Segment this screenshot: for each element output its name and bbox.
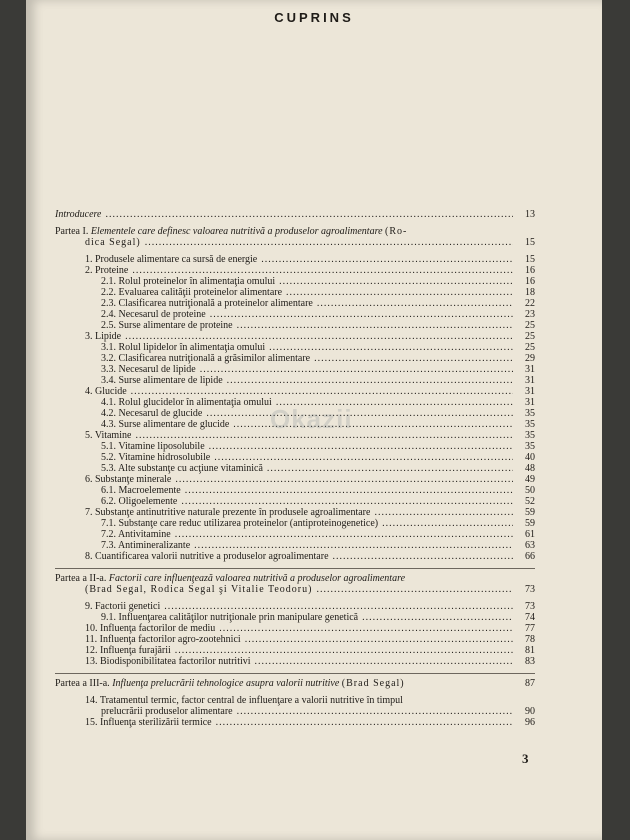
part1-title: Elementele care definesc valoarea nutritivă a produselor agroalimentare xyxy=(90,226,383,237)
toc-item xyxy=(55,634,535,645)
toc-item-label: 8. Cuantificarea valorii nutritive a produselor agroalimentare xyxy=(85,551,329,562)
toc-item xyxy=(55,342,535,353)
toc-item-page: 35 xyxy=(525,419,535,430)
toc-item-page: 31 xyxy=(525,397,535,408)
toc-item-page: 25 xyxy=(525,331,535,342)
toc-item-page: 63 xyxy=(525,540,535,551)
intro-label: Introducere xyxy=(55,209,102,220)
toc-item-page: 77 xyxy=(525,623,535,634)
toc-item-label: 7.1. Substanţe care reduc utilizarea proteinelor (antiproteinogenetice) xyxy=(101,518,379,529)
toc-item-page: 18 xyxy=(525,287,535,298)
toc-item-page: 15 xyxy=(525,254,535,265)
toc-item-label: 2.5. Surse alimentare de proteine xyxy=(101,320,233,331)
part1-page: 15 xyxy=(525,237,535,248)
toc-item-page: 81 xyxy=(525,645,535,656)
toc-item-page: 35 xyxy=(525,408,535,419)
toc-item xyxy=(55,485,535,496)
toc-item xyxy=(55,353,535,364)
part3-page: 87 xyxy=(525,678,535,689)
toc-item-page: 59 xyxy=(525,518,535,529)
toc-item-page: 74 xyxy=(525,612,535,623)
toc-item-page: 22 xyxy=(525,298,535,309)
toc-item-label: 13. Biodisponibilitatea factorilor nutritivi xyxy=(85,656,251,667)
part1-author: dica Segal) xyxy=(85,237,141,248)
toc-item-label: 7. Substanţe antinutritive naturale prezente în produsele agroalimentare xyxy=(85,507,371,518)
watermark: Okazii xyxy=(270,404,353,434)
toc-item-page: 52 xyxy=(525,496,535,507)
toc-item xyxy=(55,518,535,529)
toc-item-label: 9. Factorii genetici xyxy=(85,601,161,612)
toc-item-label: 6. Substanţe minerale xyxy=(85,474,172,485)
toc-item-label: 2.2. Evaluarea calităţii proteinelor alimentare xyxy=(101,287,283,298)
toc-item xyxy=(55,265,535,276)
toc-item xyxy=(55,529,535,540)
toc-item-page: 48 xyxy=(525,463,535,474)
toc-item-label: 7.3. Antimineralizante xyxy=(101,540,191,551)
toc-item-page: 78 xyxy=(525,634,535,645)
toc-item-label: 6.1. Macroelemente xyxy=(101,485,181,496)
part2-title: Factorii care influenţează valoarea nutritivă a produselor agroalimentare xyxy=(108,573,406,584)
toc-item-label: 3.1. Rolul lipidelor în alimentaţia omului xyxy=(101,342,266,353)
toc-item xyxy=(55,612,535,623)
part3-heading: Partea a III-a. Influenţa prelucrării tehnologice asupra valorii nutritive (Brad Segal) 87 xyxy=(55,678,535,689)
toc-item xyxy=(55,623,535,634)
toc-item-page: 50 xyxy=(525,485,535,496)
toc-item xyxy=(55,452,535,463)
toc-item-label: 2.1. Rolul proteinelor în alimentaţia omului xyxy=(101,276,276,287)
toc-item-label: 4.3. Surse alimentare de glucide xyxy=(101,419,230,430)
toc-item xyxy=(55,298,535,309)
toc-item-label: 6.2. Oligoelemente xyxy=(101,496,178,507)
part2-items xyxy=(55,601,535,667)
divider xyxy=(55,568,535,569)
toc-item-page: 25 xyxy=(525,320,535,331)
toc-item xyxy=(55,645,535,656)
part1-heading: Partea I. Elementele care definesc valoarea nutritivă a produselor agroalimentare (Ro- dica Segal) ..... 15 xyxy=(55,226,535,248)
toc-item-label: 3.3. Necesarul de lipide xyxy=(101,364,196,375)
toc-item xyxy=(55,364,535,375)
toc-item xyxy=(55,474,535,485)
toc-item-page: 16 xyxy=(525,276,535,287)
page-number: 3 xyxy=(522,751,529,766)
toc-item xyxy=(55,331,535,342)
toc-item-page: 35 xyxy=(525,441,535,452)
toc-item xyxy=(55,656,535,667)
toc-item-label: 5. Vitamine xyxy=(85,430,132,441)
toc-item-label: 11. Influenţa factorilor agro-zootehnici xyxy=(85,634,241,645)
toc-item xyxy=(55,463,535,474)
toc-item-page: 25 xyxy=(525,342,535,353)
part2-heading: Partea a II-a. Factorii care influenţează valoarea nutritivă a produselor agroalimentare (Brad Segal, Rodica Segal şi Vitalie Teodoru) ..... 73 xyxy=(55,573,535,595)
toc-item-label: 3.2. Clasificarea nutriţională a grăsimilor alimentare xyxy=(101,353,311,364)
document-page xyxy=(26,0,602,840)
toc-item-label: 1. Produsele alimentare ca sursă de energie xyxy=(85,254,258,265)
toc-item-page: 49 xyxy=(525,474,535,485)
toc-item xyxy=(55,551,535,562)
toc-item-page: 31 xyxy=(525,364,535,375)
toc-item-page: 61 xyxy=(525,529,535,540)
toc-item xyxy=(55,496,535,507)
toc-item xyxy=(55,601,535,612)
toc-item-14: 14. Tratamentul termic, factor central de influenţare a valorii nutritive în timpul xyxy=(85,695,403,706)
toc-item-label: 5.3. Alte substanţe cu acţiune vitaminică xyxy=(101,463,263,474)
toc-item-label: 5.1. Vitamine liposolubile xyxy=(101,441,205,452)
toc-item-page: 16 xyxy=(525,265,535,276)
toc-item xyxy=(55,276,535,287)
toc-item-label: 7.2. Antivitamine xyxy=(101,529,171,540)
page-title: CUPRINS xyxy=(274,10,354,25)
toc-item-page: 66 xyxy=(525,551,535,562)
toc-item-label: 3. Lipide xyxy=(85,331,122,342)
intro-page: 13 xyxy=(525,209,535,220)
part3-author: (Brad Segal) xyxy=(341,678,405,689)
part2-page: 73 xyxy=(525,584,535,595)
toc-item-label: 2.4. Necesarul de proteine xyxy=(101,309,206,320)
toc-item xyxy=(55,507,535,518)
toc-item-page: 23 xyxy=(525,309,535,320)
toc-item xyxy=(55,540,535,551)
toc-item-label: 4.1. Rolul glucidelor în alimentaţia omului xyxy=(101,397,272,408)
toc-item-label: 4. Glucide xyxy=(85,386,127,397)
toc-item-page: 31 xyxy=(525,386,535,397)
toc-item-15: 15. Influenţa sterilizării termice ..... 96 xyxy=(55,717,535,728)
toc-item-page: 31 xyxy=(525,375,535,386)
toc-item xyxy=(55,375,535,386)
part2-authors: (Brad Segal, Rodica Segal şi Vitalie Teodoru) xyxy=(85,584,313,595)
toc-item-label: 4.2. Necesarul de glucide xyxy=(101,408,203,419)
part3-title: Influenţa prelucrării tehnologice asupra valorii nutritive xyxy=(112,678,340,689)
toc-item xyxy=(55,309,535,320)
table-of-contents xyxy=(55,209,535,728)
divider xyxy=(55,673,535,674)
toc-item-label: 5.2. Vitamine hidrosolubile xyxy=(101,452,211,463)
toc-item-page: 59 xyxy=(525,507,535,518)
toc-item xyxy=(55,287,535,298)
toc-item-page: 29 xyxy=(525,353,535,364)
toc-item-label: 12. Influenţa furajării xyxy=(85,645,171,656)
toc-item xyxy=(55,386,535,397)
toc-item-label: 2.3. Clasificarea nutriţională a proteinelor alimentare xyxy=(101,298,313,309)
toc-item-label: 9.1. Influenţarea calităţilor nutriţionale prin manipulare genetică xyxy=(101,612,359,623)
toc-item-page: 40 xyxy=(525,452,535,463)
toc-item xyxy=(55,254,535,265)
toc-item-page: 83 xyxy=(525,656,535,667)
toc-intro xyxy=(55,209,535,220)
toc-item-14-cont: prelucrării produselor alimentare ..... 90 xyxy=(55,706,535,717)
toc-item xyxy=(55,441,535,452)
toc-item xyxy=(55,320,535,331)
toc-item-label: 2. Proteine xyxy=(85,265,129,276)
toc-item-label: 10. Influenţa factorilor de mediu xyxy=(85,623,216,634)
toc-item-label: 3.4. Surse alimentare de lipide xyxy=(101,375,223,386)
toc-item-page: 73 xyxy=(525,601,535,612)
toc-item-page: 35 xyxy=(525,430,535,441)
